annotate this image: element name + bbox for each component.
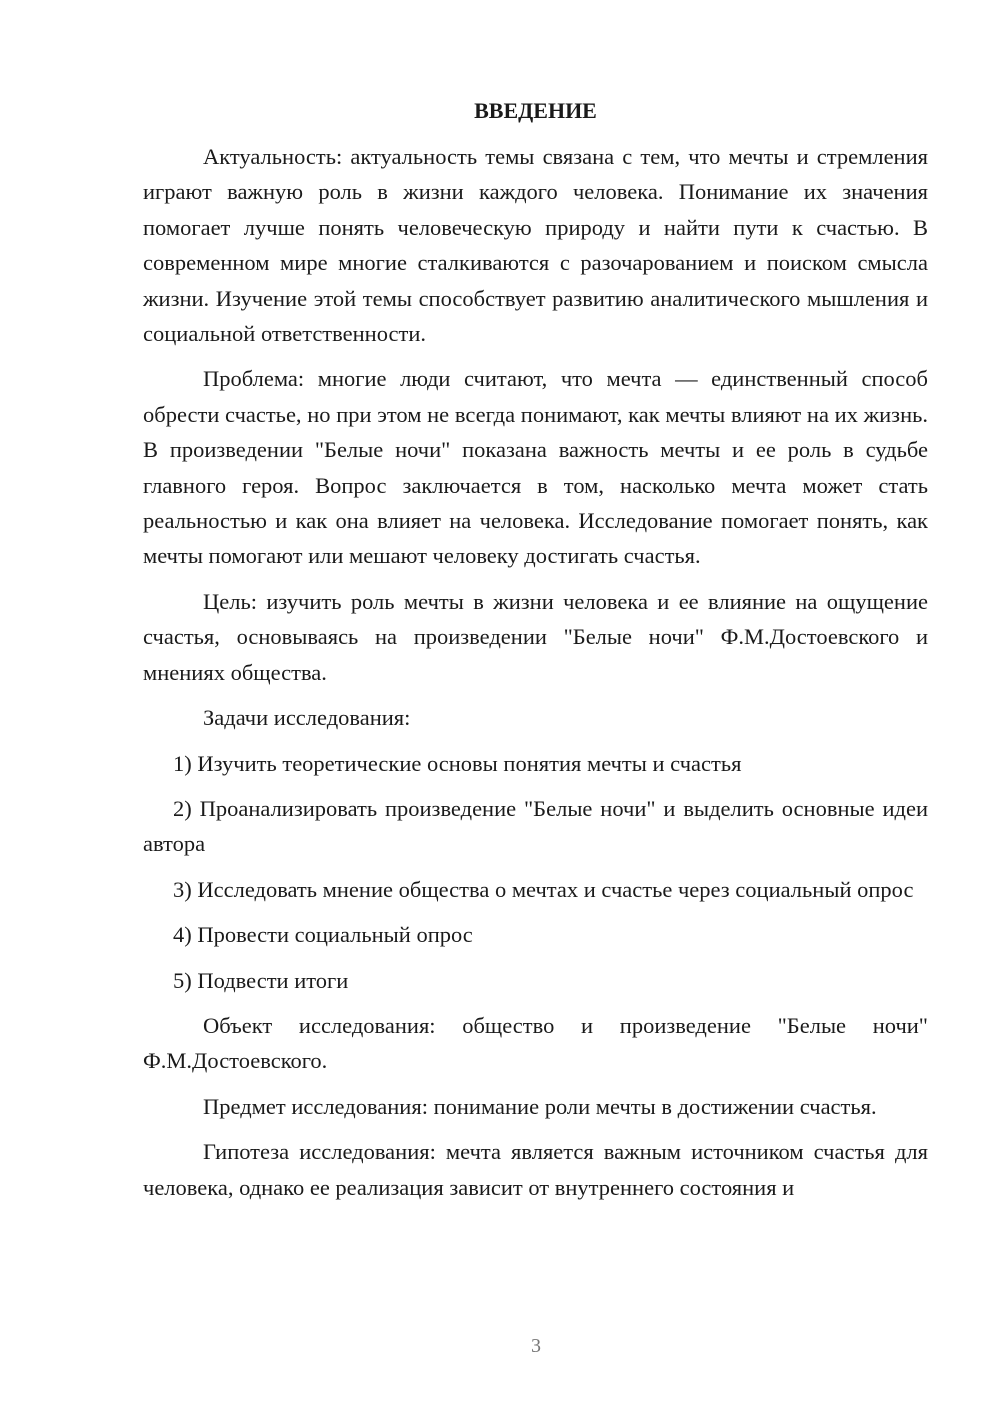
relevance-paragraph: Актуальность: актуальность темы связана с тем, что мечты и стремления играют важную роль в жизни каждого человека. Понимание их значения помогает лучше понять человеческую природу и найти пути к счастью. В современном мире многие сталкиваются с разочарованием и поиском смысла жизни. Изучение этой темы способствует развитию аналитического мышления и социальной ответственности.: [143, 144, 928, 347]
task-item: 5) Подвести итоги: [173, 967, 349, 993]
section-heading: ВВЕДЕНИЕ: [474, 98, 597, 123]
object-paragraph: Объект исследования: общество и произведение "Белые ночи" Ф.М.Достоевского.: [143, 1012, 928, 1074]
task-item: 1) Изучить теоретические основы понятия мечты и счастья: [173, 750, 742, 776]
tasks-title: Задачи исследования:: [203, 705, 411, 731]
task-item: 2) Проанализировать произведение "Белые ночи" и выделить основные идеи автора: [143, 795, 928, 857]
page-content: [143, 96, 928, 1215]
problem-paragraph: Проблема: многие люди считают, что мечта — единственный способ обрести счастье, но при этом не всегда понимают, как мечты влияют на их жизнь. В произведении "Белые ночи" показана важность мечты и ее роль в судьбе главного героя. Вопрос заключается в том, насколько мечта может стать реальностью и как она влияет на человека. Исследование помогает понять, как мечты помогают или мешают человеку достигать счастья.: [143, 366, 928, 569]
task-item: 4) Провести социальный опрос: [173, 922, 473, 948]
task-item: 3) Исследовать мнение общества о мечтах и счастье через социальный опрос: [173, 876, 914, 902]
goal-paragraph: Цель: изучить роль мечты в жизни человека и ее влияние на ощущение счастья, основываясь на произведении "Белые ночи" Ф.М.Достоевского и мнениях общества.: [143, 588, 928, 685]
hypothesis-paragraph: Гипотеза исследования: мечта является важным источником счастья для человека, однако ее реализация зависит от внутреннего состояния и: [143, 1139, 928, 1200]
page-number: 3: [531, 1335, 541, 1357]
subject-paragraph: Предмет исследования: понимание роли мечты в достижении счастья.: [203, 1093, 877, 1119]
